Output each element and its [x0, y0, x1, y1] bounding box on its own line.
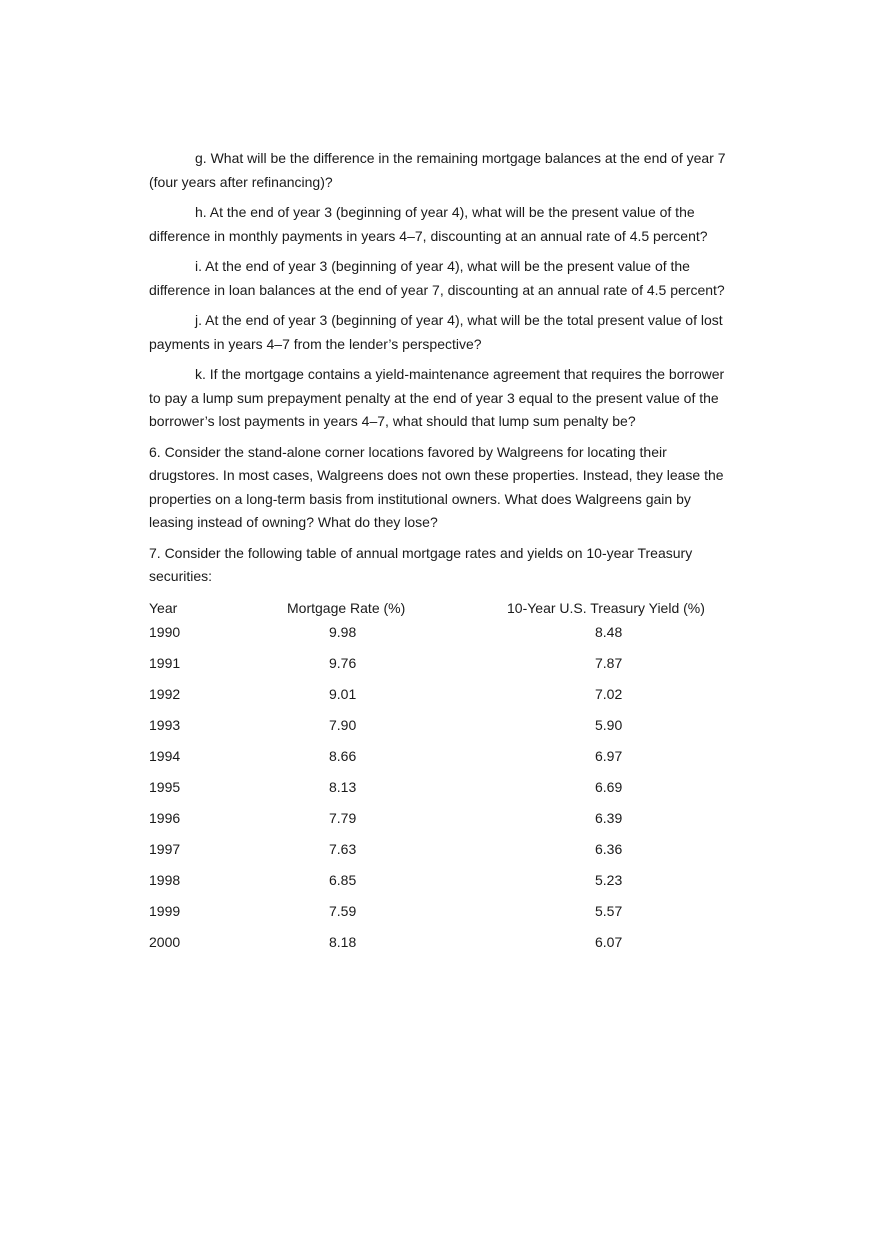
cell-mortgage-rate: 8.66 — [329, 747, 357, 764]
cell-year: 1995 — [149, 778, 181, 795]
question-6: 6. Consider the stand-alone corner locations favored by Walgreens for locating their drugstores. In most cases, Walgreens does not own these properties. Instead, they lease the properties on a long-term basis from institutional owners. What does Walgreens gain by leasing instead of owning? What do they lose? — [149, 443, 724, 530]
cell-year: 2000 — [149, 933, 181, 950]
header-mortgage-rate: Mortgage Rate (%) — [287, 599, 406, 616]
table-row — [149, 837, 734, 868]
cell-treasury-yield: 6.39 — [595, 809, 623, 826]
cell-mortgage-rate: 7.90 — [329, 716, 357, 733]
cell-mortgage-rate: 9.98 — [329, 623, 357, 640]
cell-year: 1991 — [149, 654, 181, 671]
cell-year: 1998 — [149, 871, 181, 888]
table-row — [149, 713, 734, 744]
cell-year: 1993 — [149, 716, 181, 733]
question-j: j. At the end of year 3 (beginning of year 4), what will be the total present value of lost payments in years 4–7 from the lender’s perspective? — [149, 312, 723, 352]
question-k: k. If the mortgage contains a yield-maintenance agreement that requires the borrower to pay a lump sum prepayment penalty at the end of year 3 equal to the present value of the borrower’s lost payments in years 4–7, what should that lump sum penalty be? — [149, 366, 725, 429]
question-g: g. What will be the difference in the remaining mortgage balances at the end of year 7 (four years after refinancing)? — [149, 150, 726, 190]
cell-treasury-yield: 7.87 — [595, 654, 623, 671]
table-row — [149, 775, 734, 806]
table-header-row — [149, 596, 734, 620]
table-row — [149, 682, 734, 713]
cell-mortgage-rate: 6.85 — [329, 871, 357, 888]
header-treasury-yield: 10-Year U.S. Treasury Yield (%) — [507, 599, 705, 616]
cell-year: 1996 — [149, 809, 181, 826]
cell-mortgage-rate: 8.18 — [329, 933, 357, 950]
cell-treasury-yield: 6.36 — [595, 840, 623, 857]
cell-mortgage-rate: 8.13 — [329, 778, 357, 795]
document-page — [149, 147, 734, 961]
cell-treasury-yield: 6.97 — [595, 747, 623, 764]
cell-year: 1997 — [149, 840, 181, 857]
question-i: i. At the end of year 3 (beginning of year 4), what will be the present value of the difference in loan balances at the end of year 7, discounting at an annual rate of 4.5 percent? — [149, 258, 725, 298]
cell-treasury-yield: 5.23 — [595, 871, 623, 888]
question-7: 7. Consider the following table of annual mortgage rates and yields on 10-year Treasury securities: — [149, 544, 693, 584]
cell-mortgage-rate: 7.59 — [329, 902, 357, 919]
cell-mortgage-rate: 9.01 — [329, 685, 357, 702]
cell-mortgage-rate: 7.63 — [329, 840, 357, 857]
header-year: Year — [149, 599, 178, 616]
cell-treasury-yield: 6.69 — [595, 778, 623, 795]
cell-mortgage-rate: 7.79 — [329, 809, 357, 826]
cell-treasury-yield: 7.02 — [595, 685, 623, 702]
cell-mortgage-rate: 9.76 — [329, 654, 357, 671]
cell-treasury-yield: 5.57 — [595, 902, 623, 919]
cell-treasury-yield: 8.48 — [595, 623, 623, 640]
cell-year: 1994 — [149, 747, 181, 764]
cell-year: 1999 — [149, 902, 181, 919]
table-row — [149, 899, 734, 930]
table-row — [149, 806, 734, 837]
table-row — [149, 620, 734, 651]
table-row — [149, 651, 734, 682]
table-body — [149, 620, 734, 961]
cell-year: 1990 — [149, 623, 181, 640]
cell-year: 1992 — [149, 685, 181, 702]
table-row — [149, 930, 734, 961]
rates-table — [149, 596, 734, 961]
cell-treasury-yield: 5.90 — [595, 716, 623, 733]
cell-treasury-yield: 6.07 — [595, 933, 623, 950]
question-h: h. At the end of year 3 (beginning of year 4), what will be the present value of the difference in monthly payments in years 4–7, discounting at an annual rate of 4.5 percent? — [149, 204, 708, 244]
table-row — [149, 744, 734, 775]
table-row — [149, 868, 734, 899]
